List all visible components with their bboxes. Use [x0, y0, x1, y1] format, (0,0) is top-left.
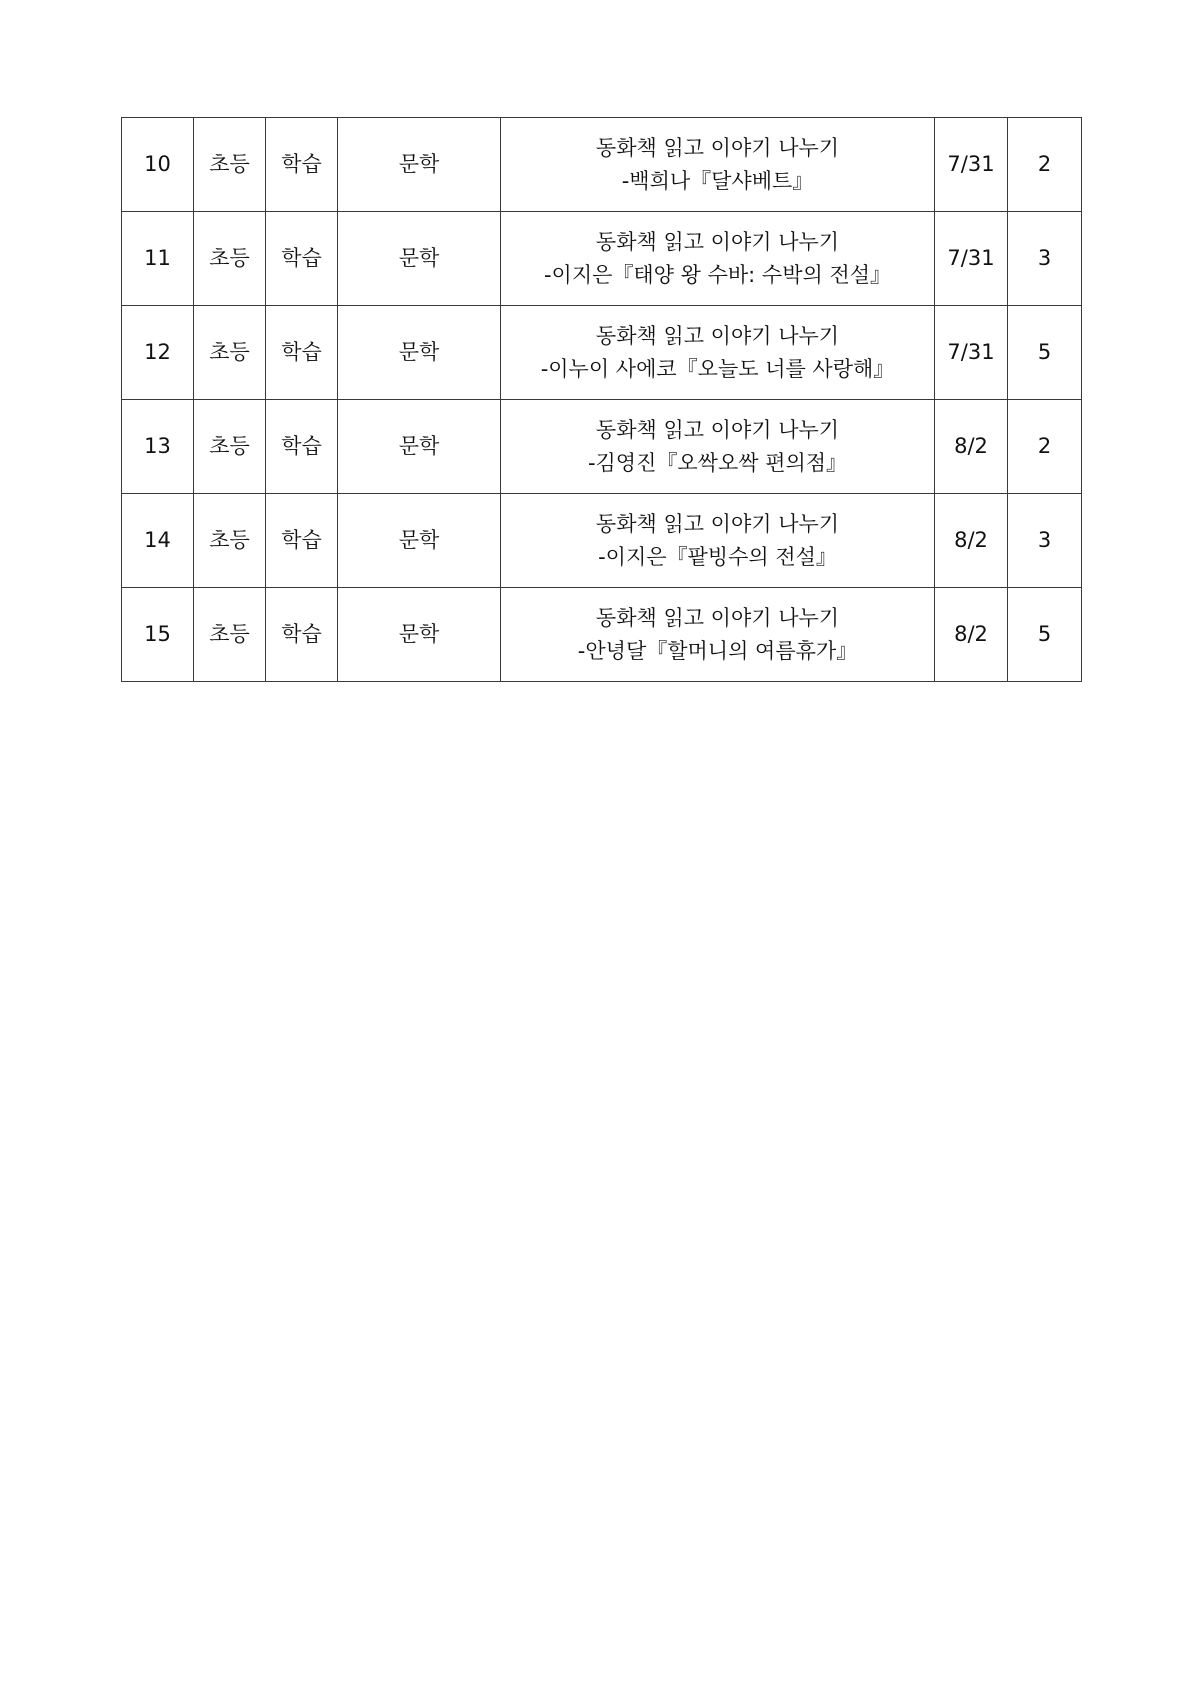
- program-book: -백희나『달샤베트』: [621, 168, 814, 193]
- level-cell: 초등: [194, 306, 266, 400]
- program-title: 동화책 읽고 이야기 나누기: [595, 135, 840, 160]
- field-cell: 문학: [338, 400, 501, 494]
- table-row: [122, 400, 1082, 494]
- row-number-cell: 13: [122, 400, 194, 494]
- row-number-cell: 10: [122, 118, 194, 212]
- date-cell: 8/2: [935, 494, 1008, 588]
- row-number-cell: 14: [122, 494, 194, 588]
- program-book: -안녕달『할머니의 여름휴가』: [577, 638, 858, 663]
- program-title: 동화책 읽고 이야기 나누기: [595, 323, 840, 348]
- row-number-cell: 11: [122, 212, 194, 306]
- count-cell: 3: [1008, 494, 1082, 588]
- program-cell: [501, 306, 935, 400]
- program-cell: [501, 400, 935, 494]
- field-cell: 문학: [338, 494, 501, 588]
- program-cell: [501, 212, 935, 306]
- category-cell: 학습: [266, 118, 338, 212]
- category-cell: 학습: [266, 400, 338, 494]
- table-row: [122, 588, 1082, 682]
- program-book: -이지은『태양 왕 수바: 수박의 전설』: [543, 262, 892, 287]
- count-cell: 3: [1008, 212, 1082, 306]
- field-cell: 문학: [338, 212, 501, 306]
- program-cell: [501, 588, 935, 682]
- field-cell: 문학: [338, 306, 501, 400]
- row-number-cell: 15: [122, 588, 194, 682]
- program-book: -이지은『팥빙수의 전설』: [598, 544, 837, 569]
- program-title: 동화책 읽고 이야기 나누기: [595, 605, 840, 630]
- category-cell: 학습: [266, 494, 338, 588]
- date-cell: 8/2: [935, 400, 1008, 494]
- program-cell: [501, 118, 935, 212]
- field-cell: 문학: [338, 588, 501, 682]
- category-cell: 학습: [266, 588, 338, 682]
- program-schedule-table: [121, 117, 1082, 682]
- table-row: [122, 212, 1082, 306]
- date-cell: 7/31: [935, 306, 1008, 400]
- program-book: -김영진『오싹오싹 편의점』: [587, 450, 848, 475]
- program-title: 동화책 읽고 이야기 나누기: [595, 229, 840, 254]
- date-cell: 7/31: [935, 118, 1008, 212]
- program-title: 동화책 읽고 이야기 나누기: [595, 417, 840, 442]
- category-cell: 학습: [266, 306, 338, 400]
- count-cell: 2: [1008, 118, 1082, 212]
- row-number-cell: 12: [122, 306, 194, 400]
- level-cell: 초등: [194, 400, 266, 494]
- level-cell: 초등: [194, 212, 266, 306]
- program-title: 동화책 읽고 이야기 나누기: [595, 511, 840, 536]
- table-row: [122, 118, 1082, 212]
- level-cell: 초등: [194, 118, 266, 212]
- category-cell: 학습: [266, 212, 338, 306]
- count-cell: 2: [1008, 400, 1082, 494]
- program-cell: [501, 494, 935, 588]
- date-cell: 7/31: [935, 212, 1008, 306]
- field-cell: 문학: [338, 118, 501, 212]
- table-row: [122, 494, 1082, 588]
- program-book: -이누이 사에코『오늘도 너를 사랑해』: [540, 356, 895, 381]
- level-cell: 초등: [194, 588, 266, 682]
- date-cell: 8/2: [935, 588, 1008, 682]
- table-row: [122, 306, 1082, 400]
- count-cell: 5: [1008, 306, 1082, 400]
- count-cell: 5: [1008, 588, 1082, 682]
- level-cell: 초등: [194, 494, 266, 588]
